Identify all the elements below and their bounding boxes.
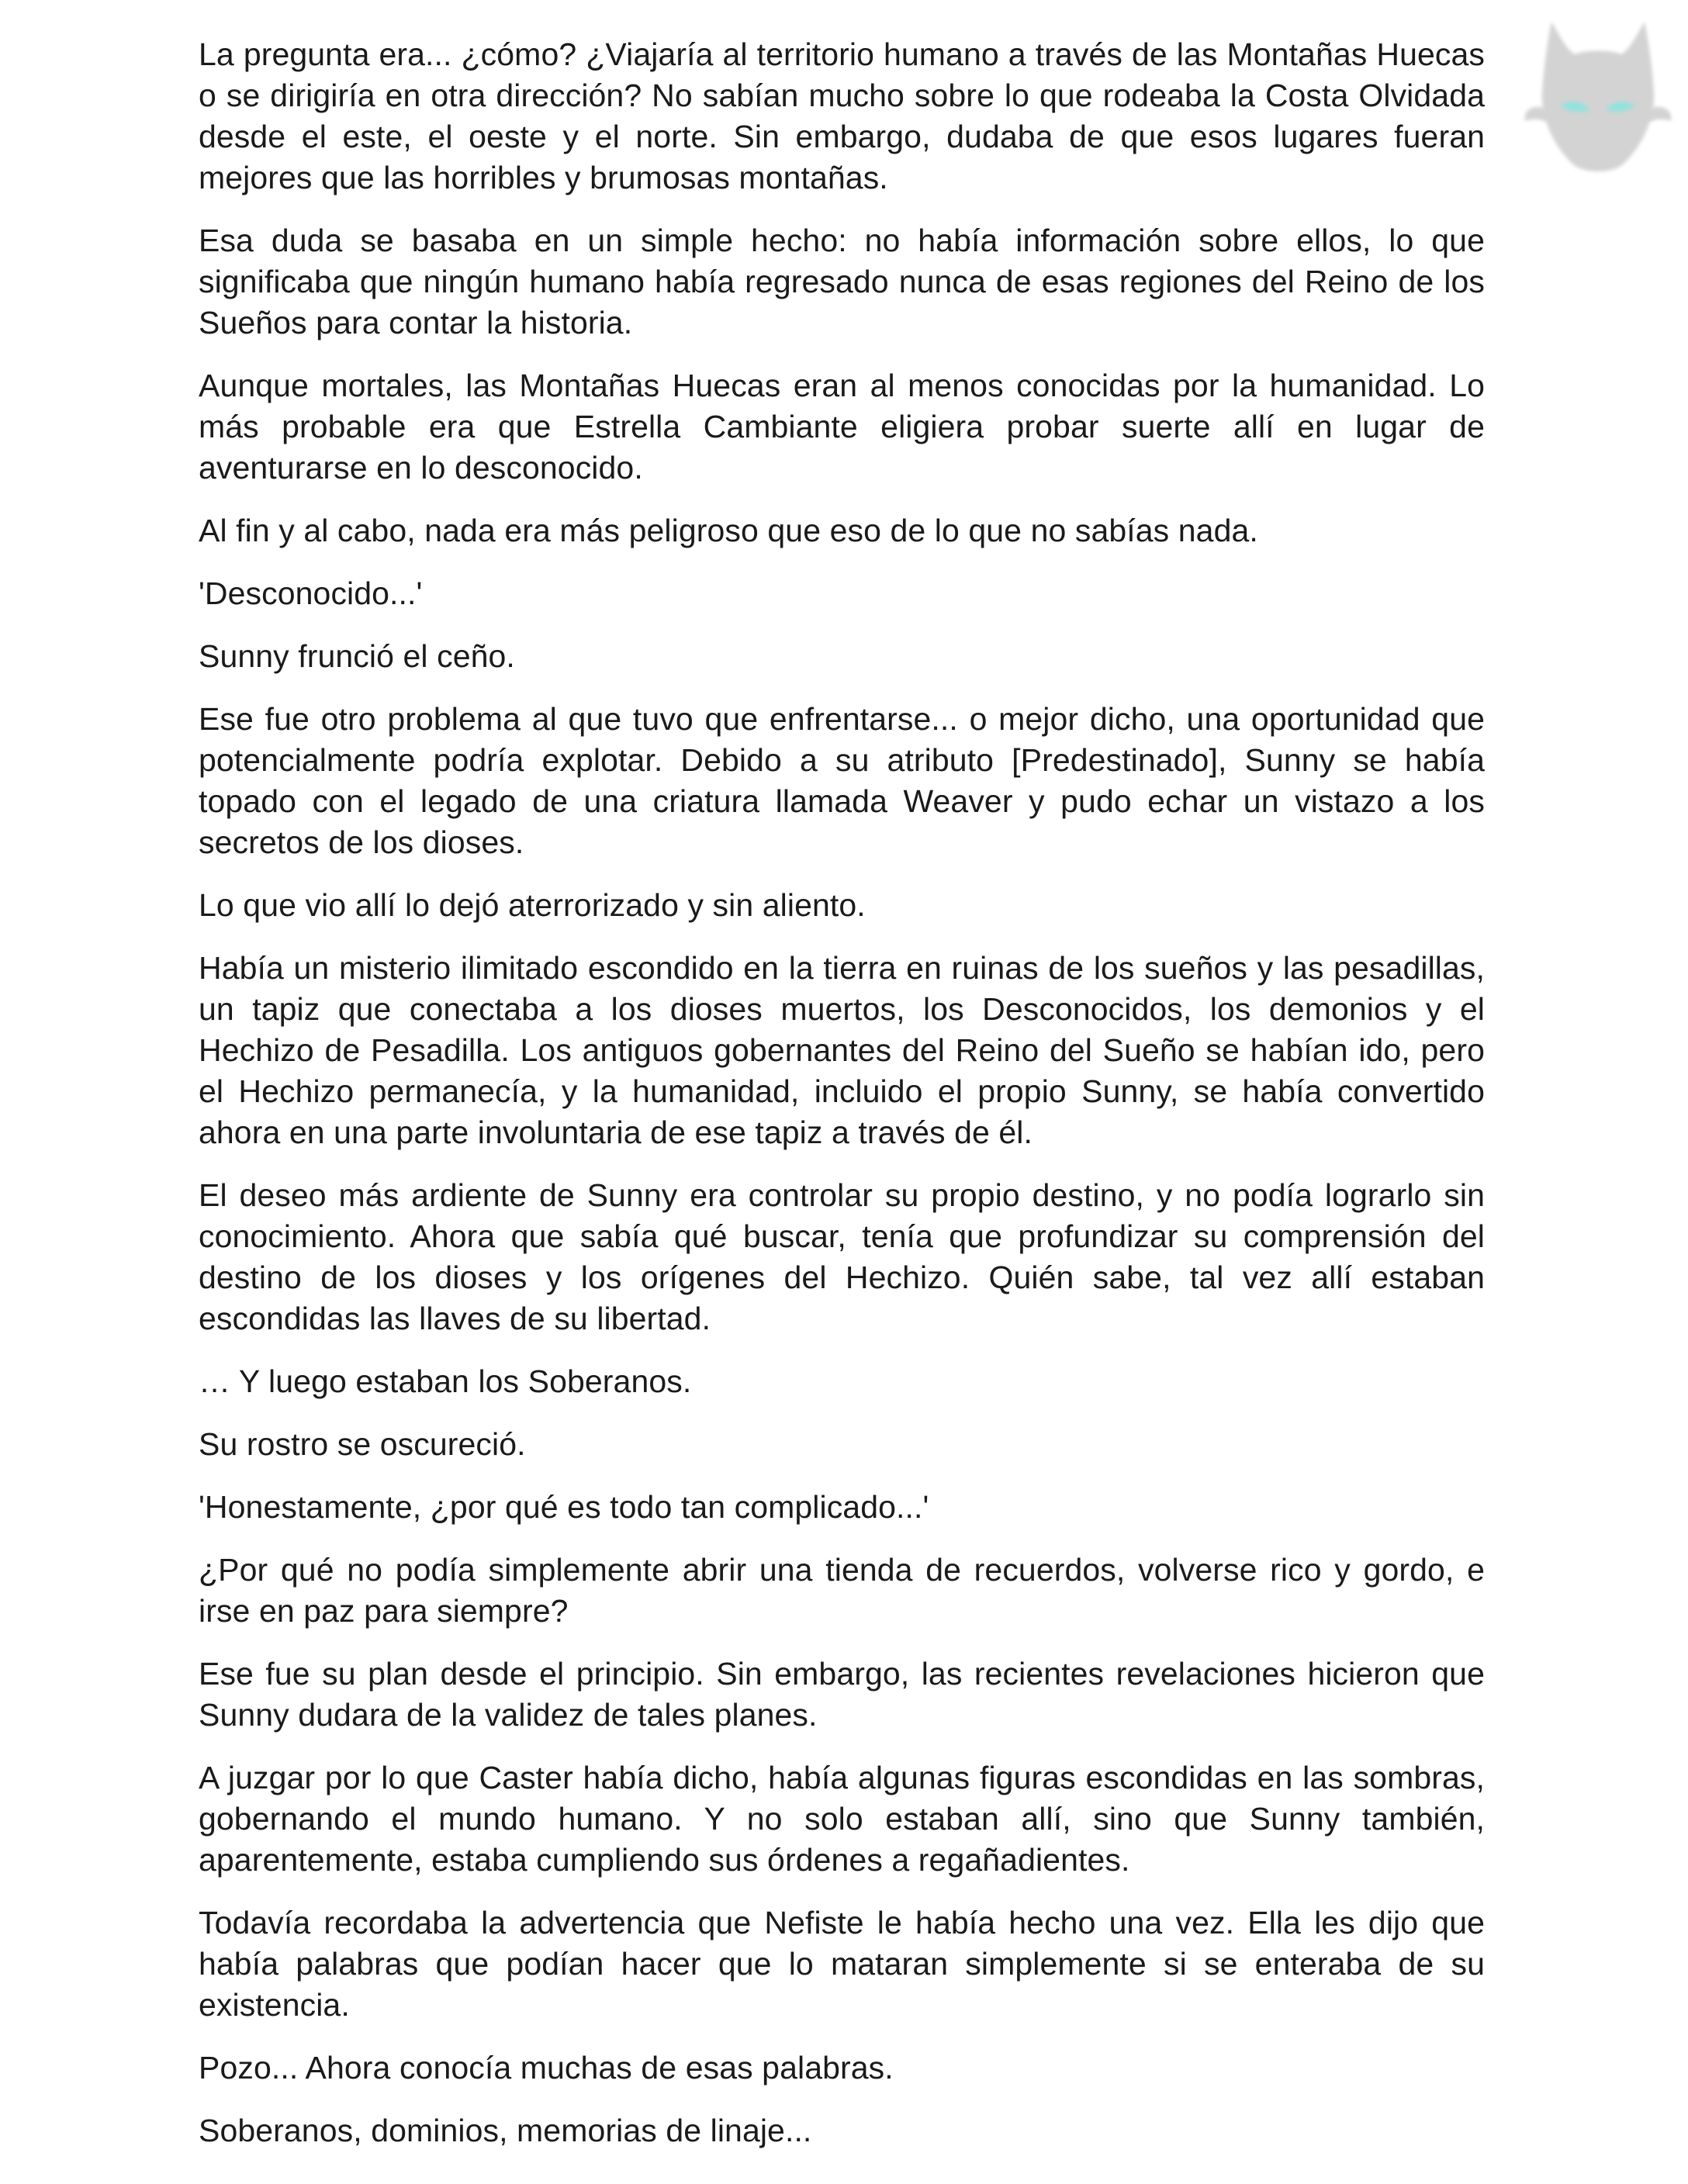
paragraph: 'Desconocido...' bbox=[199, 575, 423, 611]
demon-head-icon bbox=[1520, 14, 1676, 185]
paragraph: Ese fue otro problema al que tuvo que enfrentarse... o mejor dicho, una oportunidad que potencialmente podría explotar. Debido a su atributo [Predestinado], Sunny se había topado con el legado de una criatura llamada Weaver y pudo echar un vistazo a los secretos de los dioses. bbox=[199, 701, 1485, 860]
paragraph: Ese fue su plan desde el principio. Sin embargo, las recientes revelaciones hicieron que Sunny dudara de la validez de tales planes. bbox=[199, 1656, 1485, 1733]
paragraph: A juzgar por lo que Caster había dicho, había algunas figuras escondidas en las sombras, gobernando el mundo humano. Y no solo estaban allí, sino que Sunny también, aparentemente, estaba cumpliendo sus órdenes a regañadientes. bbox=[199, 1760, 1485, 1878]
paragraph: Pozo... Ahora conocía muchas de esas palabras. bbox=[199, 2050, 894, 2086]
paragraph: La pregunta era... ¿cómo? ¿Viajaría al territorio humano a través de las Montañas Huecas o se dirigiría en otra dirección? No sabían mucho sobre lo que rodeaba la Costa Olvidada desde el este, el oeste y el norte. Sin embargo, dudaba de que esos lugares fueran mejores que las horribles y brumosas montañas. bbox=[199, 36, 1485, 195]
paragraph: Había un misterio ilimitado escondido en la tierra en ruinas de los sueños y las pesadillas, un tapiz que conectaba a los dioses muertos, los Desconocidos, los demonios y el Hechizo de Pesadilla. Los antiguos gobernantes del Reino del Sueño se habían ido, pero el Hechizo permanecía, y la humanidad, incluido el propio Sunny, se había convertido ahora en una parte involuntaria de ese tapiz a través de él. bbox=[199, 950, 1485, 1150]
paragraph: El deseo más ardiente de Sunny era controlar su propio destino, y no podía lograrlo sin conocimiento. Ahora que sabía qué buscar, tenía que profundizar su comprensión del destino de los dioses y los orígenes del Hechizo. Quién sabe, tal vez allí estaban escondidas las llaves de su libertad. bbox=[199, 1177, 1485, 1336]
paragraph: Al fin y al cabo, nada era más peligroso que eso de lo que no sabías nada. bbox=[199, 513, 1258, 548]
paragraph: Lo que vio allí lo dejó aterrorizado y sin aliento. bbox=[199, 887, 866, 923]
paragraph: Aunque mortales, las Montañas Huecas eran al menos conocidas por la humanidad. Lo más probable era que Estrella Cambiante eligiera probar suerte allí en lugar de aventurarse en lo desconocido. bbox=[199, 368, 1485, 486]
paragraph: … Y luego estaban los Soberanos. bbox=[199, 1363, 692, 1399]
document-page bbox=[199, 34, 1485, 2173]
paragraph: Soberanos, dominios, memorias de linaje... bbox=[199, 2113, 812, 2148]
paragraph: 'Honestamente, ¿por qué es todo tan complicado...' bbox=[199, 1489, 929, 1525]
paragraph: Todavía recordaba la advertencia que Nefiste le había hecho una vez. Ella les dijo que había palabras que podían hacer que lo mataran simplemente si se enteraba de su existencia. bbox=[199, 1905, 1485, 2023]
paragraph: Esa duda se basaba en un simple hecho: no había información sobre ellos, lo que significaba que ningún humano había regresado nunca de esas regiones del Reino de los Sueños para contar la historia. bbox=[199, 223, 1485, 340]
paragraph: Su rostro se oscureció. bbox=[199, 1426, 526, 1462]
paragraph: Sunny frunció el ceño. bbox=[199, 638, 515, 674]
paragraph: ¿Por qué no podía simplemente abrir una tienda de recuerdos, volverse rico y gordo, e irse en paz para siempre? bbox=[199, 1552, 1485, 1629]
